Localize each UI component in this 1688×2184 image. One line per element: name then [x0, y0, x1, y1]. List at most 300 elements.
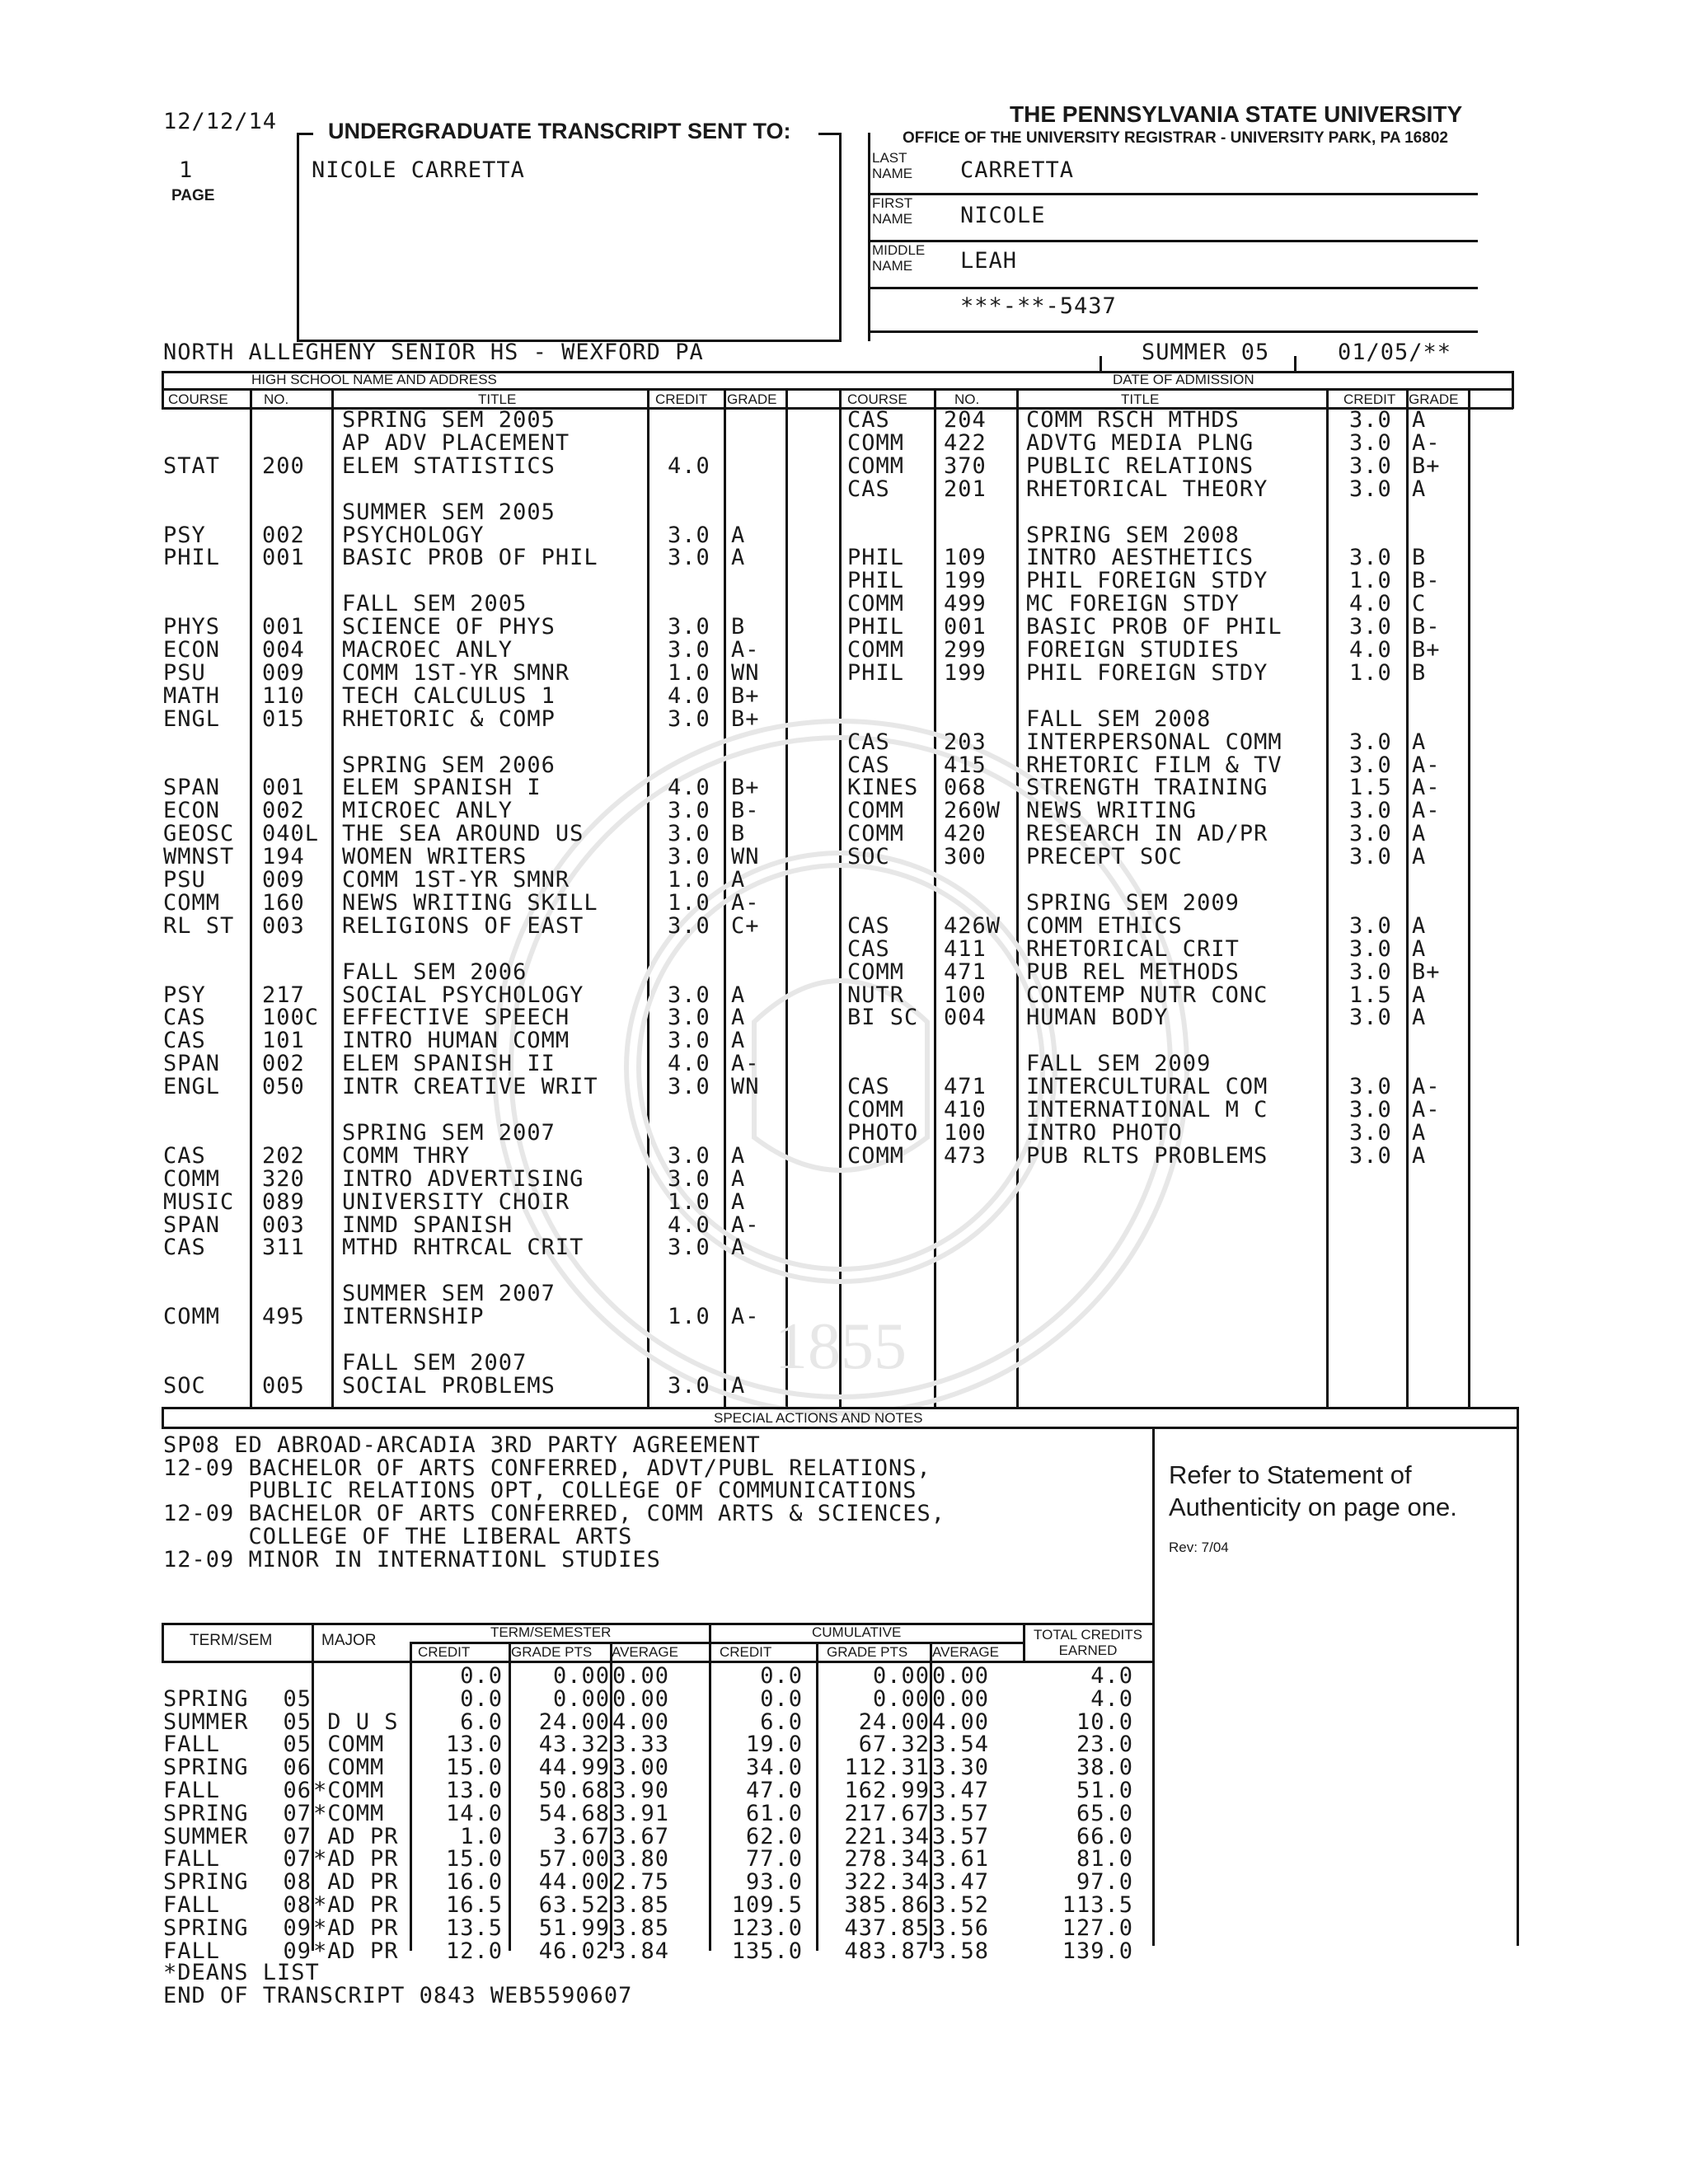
summary-cum-credit: 123.0	[731, 1915, 803, 1941]
course-grade: A	[731, 1166, 746, 1192]
course-credit: 1.0	[668, 867, 710, 893]
semester-heading: FALL SEM 2008	[1026, 706, 1212, 732]
course-number: 040L	[262, 821, 320, 846]
course-grade: B+	[1412, 637, 1441, 663]
course-grade: A	[731, 982, 746, 1008]
course-grade: A-	[731, 1051, 760, 1076]
course-number: 217	[262, 982, 305, 1008]
course-grade: A	[731, 1028, 746, 1053]
course-number: 201	[944, 476, 987, 502]
course-title: ELEM SPANISH I	[342, 775, 542, 800]
course-subject: WMNST	[163, 844, 235, 869]
semester-heading: SPRING SEM 2005	[342, 407, 556, 433]
course-number: 426W	[944, 913, 1001, 939]
summary-year: 07	[283, 1824, 312, 1849]
course-title: SOCIAL PROBLEMS	[342, 1373, 556, 1399]
summary-year: 07	[283, 1846, 312, 1872]
course-number: 260W	[944, 798, 1001, 823]
course-grade: B+	[1412, 453, 1441, 479]
summary-total-credits: 81.0	[1076, 1846, 1133, 1872]
middle-name: LEAH	[960, 248, 1018, 274]
summary-header-cum-credit: CREDIT	[720, 1644, 772, 1660]
course-credit: 3.0	[1349, 453, 1392, 479]
course-credit: 3.0	[668, 637, 710, 663]
course-number: 068	[944, 775, 987, 800]
course-title: BASIC PROB OF PHIL	[1026, 614, 1282, 640]
summary-year: 06	[283, 1755, 312, 1780]
summary-cum-grade-pts: 0.00	[872, 1663, 930, 1689]
course-title: COMM 1ST-YR SMNR	[342, 867, 570, 893]
course-subject: PSU	[163, 660, 206, 686]
course-title: BASIC PROB OF PHIL	[342, 545, 598, 570]
course-title: ADVTG MEDIA PLNG	[1026, 430, 1254, 456]
admission-date: 01/05/**	[1338, 340, 1452, 365]
course-number: 204	[944, 407, 987, 433]
semester-heading: SPRING SEM 2008	[1026, 523, 1240, 548]
course-number: 160	[262, 890, 305, 916]
col-header-grade-right: GRADE	[1409, 391, 1459, 407]
course-title: ELEM SPANISH II	[342, 1051, 556, 1076]
summary-cum-average: 3.54	[932, 1732, 990, 1757]
summary-major: *AD PR	[313, 1846, 399, 1872]
summary-term-grade-pts: 0.00	[552, 1686, 610, 1712]
summary-major: COMM	[313, 1755, 385, 1780]
course-grade: A	[1412, 1120, 1427, 1146]
summary-term-average: 3.90	[612, 1778, 670, 1803]
course-title: PHIL FOREIGN STDY	[1026, 568, 1268, 593]
summary-term-grade-pts: 24.00	[538, 1709, 610, 1735]
course-subject: PHYS	[163, 614, 221, 640]
first-name: NICOLE	[960, 203, 1046, 228]
summary-term-grade-pts: 50.68	[538, 1778, 610, 1803]
summary-term-average: 3.67	[612, 1824, 670, 1849]
course-grade: A	[1412, 821, 1427, 846]
summary-cum-credit: 135.0	[731, 1938, 803, 1964]
course-credit: 4.0	[668, 683, 710, 709]
summary-term-average: 3.00	[612, 1755, 670, 1780]
course-subject: PHIL	[847, 568, 905, 593]
course-number: 001	[262, 545, 305, 570]
course-subject: MATH	[163, 683, 221, 709]
semester-heading: SUMMER SEM 2007	[342, 1281, 556, 1306]
course-number: 194	[262, 844, 305, 869]
summary-term-average: 3.85	[612, 1915, 670, 1941]
course-title: INTERNATIONAL M C	[1026, 1097, 1268, 1122]
course-title: ELEM STATISTICS	[342, 453, 556, 479]
summary-major: *COMM	[313, 1778, 385, 1803]
col-header-course-right: COURSE	[847, 391, 907, 407]
middle-name-label: MIDDLE NAME	[872, 242, 926, 274]
summary-cum-credit: 77.0	[745, 1846, 803, 1872]
course-grade: A	[1412, 844, 1427, 869]
course-number: 202	[262, 1143, 305, 1169]
course-title: PUBLIC RELATIONS	[1026, 453, 1254, 479]
course-credit: 3.0	[668, 1235, 710, 1260]
summary-term-credit: 0.0	[460, 1686, 503, 1712]
course-number: 101	[262, 1028, 305, 1053]
course-subject: CAS	[163, 1005, 206, 1030]
summary-year: 09	[283, 1938, 312, 1964]
course-title: COMM ETHICS	[1026, 913, 1183, 939]
summary-cum-credit: 34.0	[745, 1755, 803, 1780]
course-title: RHETORICAL THEORY	[1026, 476, 1268, 502]
course-credit: 3.0	[668, 614, 710, 640]
course-grade: A	[731, 1373, 746, 1399]
course-credit: 3.0	[668, 1166, 710, 1192]
course-title: MACROEC ANLY	[342, 637, 513, 663]
summary-cum-average: 3.52	[932, 1892, 990, 1918]
course-credit: 3.0	[1349, 1005, 1392, 1030]
course-title: INTRO AESTHETICS	[1026, 545, 1254, 570]
course-subject: PHIL	[847, 660, 905, 686]
course-subject: PHIL	[847, 614, 905, 640]
course-number: 320	[262, 1166, 305, 1192]
semester-heading: FALL SEM 2009	[1026, 1051, 1212, 1076]
course-credit: 3.0	[1349, 752, 1392, 778]
course-title: RESEARCH IN AD/PR	[1026, 821, 1268, 846]
course-number: 110	[262, 683, 305, 709]
summary-header-credit: CREDIT	[418, 1644, 471, 1660]
course-credit: 3.0	[1349, 959, 1392, 985]
course-grade: A-	[1412, 798, 1441, 823]
course-credit: 3.0	[668, 1373, 710, 1399]
course-title: WOMEN WRITERS	[342, 844, 528, 869]
course-number: 471	[944, 1074, 987, 1099]
course-title: INTERCULTURAL COM	[1026, 1074, 1268, 1099]
summary-header-term: TERM/SEM	[190, 1632, 273, 1649]
summary-header-cum-grade-pts: GRADE PTS	[827, 1644, 908, 1660]
summary-major: AD PR	[313, 1869, 399, 1895]
course-title: MTHD RHTRCAL CRIT	[342, 1235, 584, 1260]
course-number: 001	[944, 614, 987, 640]
course-title: SCIENCE OF PHYS	[342, 614, 556, 640]
course-credit: 3.0	[668, 523, 710, 548]
course-grade: B+	[1412, 959, 1441, 985]
course-subject: CAS	[163, 1028, 206, 1053]
course-subject: SPAN	[163, 1212, 221, 1238]
summary-year: 05	[283, 1709, 312, 1735]
summary-term-credit: 16.0	[445, 1869, 503, 1895]
summary-total-credits: 66.0	[1076, 1824, 1133, 1849]
course-title: FOREIGN STUDIES	[1026, 637, 1240, 663]
semester-heading: SUMMER SEM 2005	[342, 499, 556, 525]
summary-term: SPRING	[163, 1915, 249, 1941]
print-date: 12/12/14	[163, 109, 278, 134]
course-credit: 1.0	[668, 1304, 710, 1329]
university-name: THE PENNSYLVANIA STATE UNIVERSITY	[1010, 101, 1463, 127]
summary-term-credit: 16.5	[445, 1892, 503, 1918]
course-number: 300	[944, 844, 987, 869]
course-title: MICROEC ANLY	[342, 798, 513, 823]
first-name-label: FIRST NAME	[872, 195, 913, 227]
course-number: 050	[262, 1074, 305, 1099]
summary-header-total: TOTAL CREDITS EARNED	[1034, 1627, 1142, 1658]
course-subject: CAS	[847, 1074, 890, 1099]
summary-year: 09	[283, 1915, 312, 1941]
summary-cum-grade-pts: 67.32	[858, 1732, 930, 1757]
course-subject: COMM	[847, 430, 905, 456]
course-grade: B	[731, 614, 746, 640]
course-subject: COMM	[847, 959, 905, 985]
course-grade: WN	[731, 844, 760, 869]
summary-cum-grade-pts: 322.34	[844, 1869, 930, 1895]
course-subject: COMM	[847, 1097, 905, 1122]
course-credit: 1.0	[668, 890, 710, 916]
summary-cum-average: 3.57	[932, 1801, 990, 1826]
deans-list-note: *DEANS LIST	[163, 1960, 320, 1985]
summary-total-credits: 113.5	[1062, 1892, 1133, 1918]
course-subject: MUSIC	[163, 1189, 235, 1215]
summary-term-credit: 15.0	[445, 1846, 503, 1872]
summary-year: 08	[283, 1892, 312, 1918]
course-credit: 3.0	[1349, 1097, 1392, 1122]
revision-label: Rev: 7/04	[1169, 1540, 1229, 1555]
course-grade: A	[1412, 1005, 1427, 1030]
course-subject: PHOTO	[847, 1120, 919, 1146]
summary-major: D U S	[313, 1709, 399, 1735]
last-name: CARRETTA	[960, 157, 1075, 183]
summary-total-credits: 38.0	[1076, 1755, 1133, 1780]
course-subject: CAS	[847, 407, 890, 433]
course-credit: 3.0	[1349, 1143, 1392, 1169]
authenticity-note: Refer to Statement of Authenticity on page one.	[1169, 1460, 1457, 1521]
course-credit: 3.0	[668, 1028, 710, 1053]
summary-major: *AD PR	[313, 1938, 399, 1964]
semester-heading: SPRING SEM 2007	[342, 1120, 556, 1146]
course-title: TECH CALCULUS 1	[342, 683, 556, 709]
high-school-label: HIGH SCHOOL NAME AND ADDRESS	[251, 372, 497, 387]
course-subject: ENGL	[163, 706, 221, 732]
course-credit: 3.0	[1349, 614, 1392, 640]
course-credit: 4.0	[668, 775, 710, 800]
course-title: INTR CREATIVE WRIT	[342, 1074, 598, 1099]
course-subject: PSY	[163, 982, 206, 1008]
summary-header-grade-pts: GRADE PTS	[511, 1644, 593, 1660]
summary-term: FALL	[163, 1732, 221, 1757]
summary-total-credits: 23.0	[1076, 1732, 1133, 1757]
course-grade: B	[731, 821, 746, 846]
summary-total-credits: 139.0	[1062, 1938, 1133, 1964]
course-credit: 3.0	[1349, 821, 1392, 846]
summary-cum-credit: 109.5	[731, 1892, 803, 1918]
summary-cum-credit: 6.0	[760, 1709, 803, 1735]
course-grade: WN	[731, 1074, 760, 1099]
course-number: 499	[944, 591, 987, 616]
course-grade: A	[1412, 729, 1427, 755]
course-title: MC FOREIGN STDY	[1026, 591, 1240, 616]
course-subject: SPAN	[163, 1051, 221, 1076]
course-subject: CAS	[847, 752, 890, 778]
course-subject: SPAN	[163, 775, 221, 800]
course-subject: CAS	[847, 936, 890, 962]
course-subject: PSY	[163, 523, 206, 548]
course-title: HUMAN BODY	[1026, 1005, 1169, 1030]
course-subject: STAT	[163, 453, 221, 479]
course-title: COMM THRY	[342, 1143, 471, 1169]
summary-term-grade-pts: 43.32	[538, 1732, 610, 1757]
summary-term-average: 0.00	[612, 1663, 670, 1689]
summary-cum-average: 0.00	[932, 1686, 990, 1712]
summary-cum-grade-pts: 483.87	[844, 1938, 930, 1964]
course-subject: CAS	[847, 913, 890, 939]
course-number: 089	[262, 1189, 305, 1215]
summary-header-cum-group: CUMULATIVE	[812, 1624, 902, 1640]
course-title: UNIVERSITY CHOIR	[342, 1189, 570, 1215]
course-number: 002	[262, 798, 305, 823]
semester-heading: SPRING SEM 2006	[342, 752, 556, 778]
course-title: PRECEPT SOC	[1026, 844, 1183, 869]
course-credit: 1.0	[668, 1189, 710, 1215]
course-title: PUB RLTS PROBLEMS	[1026, 1143, 1268, 1169]
summary-cum-grade-pts: 162.99	[844, 1778, 930, 1803]
course-title: RHETORIC & COMP	[342, 706, 556, 732]
course-grade: A	[731, 1189, 746, 1215]
course-subject: BI SC	[847, 1005, 919, 1030]
course-credit: 3.0	[668, 821, 710, 846]
summary-term: SPRING	[163, 1869, 249, 1895]
course-grade: A-	[731, 890, 760, 916]
course-title: EFFECTIVE SPEECH	[342, 1005, 570, 1030]
course-number: 100C	[262, 1005, 320, 1030]
course-credit: 3.0	[1349, 545, 1392, 570]
summary-term-credit: 13.5	[445, 1915, 503, 1941]
summary-cum-credit: 93.0	[745, 1869, 803, 1895]
summary-term-grade-pts: 63.52	[538, 1892, 610, 1918]
course-number: 200	[262, 453, 305, 479]
summary-term-grade-pts: 46.02	[538, 1938, 610, 1964]
summary-term-grade-pts: 0.00	[552, 1663, 610, 1689]
course-grade: A	[731, 1005, 746, 1030]
summary-term: FALL	[163, 1778, 221, 1803]
course-title: CONTEMP NUTR CONC	[1026, 982, 1268, 1008]
col-header-no-right: NO.	[954, 391, 980, 407]
course-credit: 1.5	[1349, 982, 1392, 1008]
summary-year: 07	[283, 1801, 312, 1826]
summary-term-average: 3.85	[612, 1892, 670, 1918]
course-subject: KINES	[847, 775, 919, 800]
summary-term-grade-pts: 57.00	[538, 1846, 610, 1872]
course-title: NEWS WRITING	[1026, 798, 1198, 823]
course-title: THE SEA AROUND US	[342, 821, 584, 846]
course-credit: 1.0	[668, 660, 710, 686]
course-credit: 4.0	[668, 453, 710, 479]
course-grade: B-	[1412, 614, 1441, 640]
course-number: 004	[262, 637, 305, 663]
summary-year: 05	[283, 1686, 312, 1712]
course-number: 004	[944, 1005, 987, 1030]
course-number: 410	[944, 1097, 987, 1122]
special-action-line: COLLEGE OF THE LIBERAL ARTS	[163, 1524, 633, 1549]
course-credit: 3.0	[1349, 844, 1392, 869]
course-grade: A-	[731, 1212, 760, 1238]
summary-term: FALL	[163, 1892, 221, 1918]
summary-cum-credit: 19.0	[745, 1732, 803, 1757]
summary-cum-grade-pts: 437.85	[844, 1915, 930, 1941]
last-name-label: LAST NAME	[872, 150, 913, 181]
student-id: ***-**-5437	[960, 293, 1117, 319]
course-number: 100	[944, 982, 987, 1008]
course-credit: 3.0	[1349, 729, 1392, 755]
special-action-line: 12-09 BACHELOR OF ARTS CONFERRED, ADVT/PUBL RELATIONS,	[163, 1455, 931, 1481]
course-grade: A	[1412, 407, 1427, 433]
course-grade: A-	[731, 637, 760, 663]
course-grade: A	[1412, 913, 1427, 939]
special-actions-label: SPECIAL ACTIONS AND NOTES	[714, 1410, 923, 1426]
course-credit: 3.0	[1349, 1074, 1392, 1099]
course-title: INTERPERSONAL COMM	[1026, 729, 1282, 755]
course-credit: 4.0	[668, 1051, 710, 1076]
course-title: RHETORICAL CRIT	[1026, 936, 1240, 962]
course-credit: 3.0	[1349, 798, 1392, 823]
admission-term: SUMMER 05	[1142, 340, 1270, 365]
course-number: 299	[944, 637, 987, 663]
course-title: SOCIAL PSYCHOLOGY	[342, 982, 584, 1008]
course-subject: COMM	[163, 890, 221, 916]
course-title: RHETORIC FILM & TV	[1026, 752, 1282, 778]
course-subject: COMM	[847, 798, 905, 823]
course-credit: 3.0	[668, 982, 710, 1008]
summary-term-average: 3.80	[612, 1846, 670, 1872]
course-number: 005	[262, 1373, 305, 1399]
summary-cum-average: 3.30	[932, 1755, 990, 1780]
semester-heading: FALL SEM 2006	[342, 959, 528, 985]
course-title: COMM RSCH MTHDS	[1026, 407, 1240, 433]
course-grade: WN	[731, 660, 760, 686]
summary-term-average: 3.33	[612, 1732, 670, 1757]
course-subject: SOC	[163, 1373, 206, 1399]
summary-term: SPRING	[163, 1755, 249, 1780]
course-title: INTRO HUMAN COMM	[342, 1028, 570, 1053]
course-number: 420	[944, 821, 987, 846]
course-title: PSYCHOLOGY	[342, 523, 485, 548]
course-credit: 1.0	[1349, 660, 1392, 686]
course-credit: 4.0	[668, 1212, 710, 1238]
summary-cum-average: 3.47	[932, 1778, 990, 1803]
summary-year: 08	[283, 1869, 312, 1895]
course-number: 003	[262, 1212, 305, 1238]
col-header-course: COURSE	[168, 391, 228, 407]
course-grade: A-	[1412, 1074, 1441, 1099]
course-grade: A	[731, 545, 746, 570]
course-number: 370	[944, 453, 987, 479]
course-title: INTRO PHOTO	[1026, 1120, 1183, 1146]
course-grade: A-	[731, 1304, 760, 1329]
summary-term: SPRING	[163, 1686, 249, 1712]
course-subject: CAS	[847, 729, 890, 755]
special-action-line: 12-09 BACHELOR OF ARTS CONFERRED, COMM ARTS & SCIENCES,	[163, 1501, 946, 1526]
course-credit: 3.0	[1349, 430, 1392, 456]
col-header-grade: GRADE	[727, 391, 777, 407]
course-number: 015	[262, 706, 305, 732]
course-number: 100	[944, 1120, 987, 1146]
course-subject: COMM	[847, 1143, 905, 1169]
course-credit: 3.0	[668, 913, 710, 939]
course-number: 109	[944, 545, 987, 570]
summary-total-credits: 51.0	[1076, 1778, 1133, 1803]
seal-year: 1855	[775, 1310, 907, 1383]
course-number: 001	[262, 614, 305, 640]
col-header-credit-right: CREDIT	[1343, 391, 1396, 407]
summary-term-credit: 13.0	[445, 1732, 503, 1757]
course-grade: A	[731, 867, 746, 893]
course-number: 415	[944, 752, 987, 778]
course-credit: 3.0	[1349, 476, 1392, 502]
course-grade: A	[731, 1143, 746, 1169]
course-subject: CAS	[847, 476, 890, 502]
col-header-title-right: TITLE	[1121, 391, 1160, 407]
course-subject: ENGL	[163, 1074, 221, 1099]
col-header-title: TITLE	[478, 391, 517, 407]
